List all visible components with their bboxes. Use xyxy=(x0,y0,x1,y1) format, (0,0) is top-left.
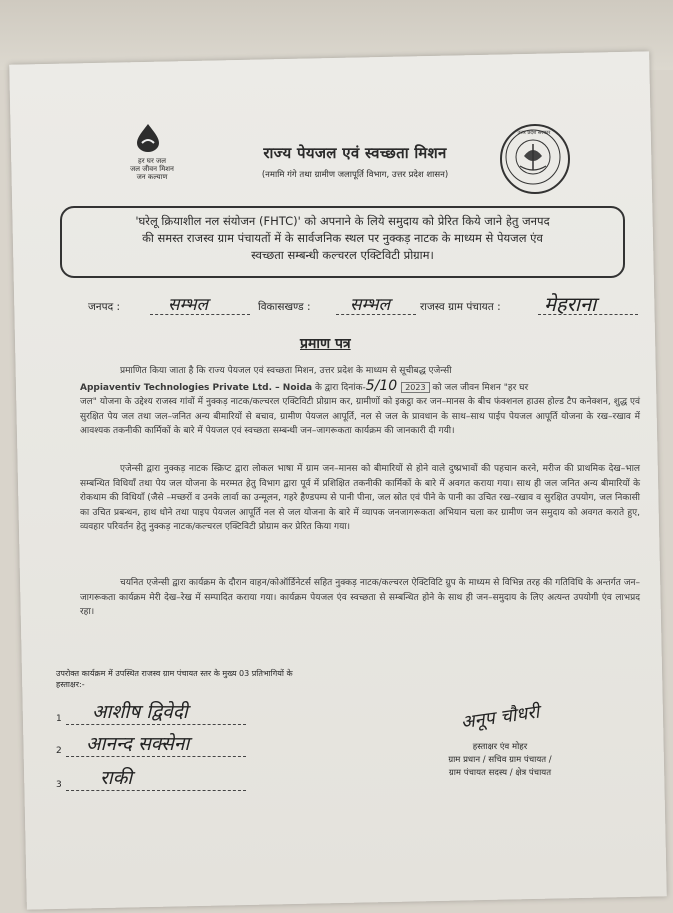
p1-line-2 xyxy=(80,379,640,396)
signature-3: राकी xyxy=(100,767,133,789)
paragraph-2: एजेन्सी द्वारा नुक्कड़ नाटक स्क्रिप्ट द्वारा लोकल भाषा में ग्राम जन–मानस को बीमारियों से होने वाले दुष्प्रभावों की पहचान करने, मरीज की प्राथमिक देख–भाल सम्बन्धित विधियाँ तथा पेय जल योजना के मरम्मत हेतु विभाग द्वारा पूर्व में प्रशिक्षित तकनीकी कार्मिकों के बारे में अवगत कराया गया। साथ ही जल जनित अन्य बीमारियों के रोकथाम की विधियाँ (जैसे –मच्छरों व उनके लार्वा का उन्मूलन, गहरे हैण्डपम्प से पानी पीना, जल स्रोत एवं पीने के पानी का उचित रख–रखाव व सुरक्षित उपयोग, जल निकासी का उचित प्रबन्धन, हाथ धोने तथा पाइप पेयजल आपूर्ति नल से जल योजना के बारे में व्यापक जनजागरूकता अभियान चला कर ग्रामीण जन समुदाय को अवगत कराते हुए, व्यवहार परिवर्तन हेतु नुक्कड़ नाटक/कल्चरल एक्टिविटी प्रोग्राम कर प्रेरित किया गया। xyxy=(80,464,640,532)
banner-line-1: 'घरेलू क्रियाशील नल संयोजन (FHTC)' को अपनाने के लिये समुदाय को प्रेरित किये जाने हेतु जनपद xyxy=(135,214,550,228)
designation-line-2: ग्राम पंचायत सदस्य / क्षेत्र पंचायत xyxy=(448,768,552,778)
janpad-underline xyxy=(150,314,250,315)
p1-rest: जल" योजना के उद्देश्य राजस्व गांवों में नुक्कड़ नाटक/कल्चरल एक्टिविटी प्रोग्राम कर, ग्रामीणों को इकट्ठा कर जन–मानस के बीच फंक्शनल हाउस होल्ड टैप कनेक्शन, शुद्ध एवं सुरक्षित पेय जल तथा जल–जनित अन्य बीमारियों से बचाव, ग्रामीण पेयजल आपूर्ति, नल से जल के प्रावधान के साथ–साथ पाईप पेयजल आपूर्ति योजना के रख–रखाव में आवश्यक तकनीकी कार्मिकों के बारे में पेयजल एवं स्वच्छता सम्बन्धी जन–जागरूकता कार्यक्रम की जानकारी दी गयी। xyxy=(80,397,640,436)
paragraph-1 xyxy=(80,364,640,439)
janpad-value: सम्भल xyxy=(168,295,209,315)
pradhan-signature-block xyxy=(400,701,600,780)
p1-line-1: प्रमाणित किया जाता है कि राज्य पेयजल एवं स्वच्छता मिशन, उत्तर प्रदेश के माध्यम से सूचीबद्ध एजेन्सी xyxy=(120,366,452,376)
document-header xyxy=(220,143,490,180)
logo-text-1: हर घर जल xyxy=(138,157,166,165)
company-name: Appiaventiv Technologies Private Ltd. – Noida xyxy=(80,382,313,393)
certificate-title: प्रमाण पत्र xyxy=(300,336,351,352)
signatures-intro-2: हस्ताक्षर:- xyxy=(56,680,85,689)
signature-2: आनन्द सक्सेना xyxy=(86,733,190,755)
up-government-seal xyxy=(500,124,570,194)
signature-1-line xyxy=(66,724,246,725)
vikas-value: सम्भल xyxy=(350,295,391,315)
janpad-label: जनपद : xyxy=(88,301,121,313)
vikas-underline xyxy=(336,314,416,315)
banner-line-2: की समस्त राजस्व ग्राम पंचायतों में के सार्वजनिक स्थल पर नुक्कड़ नाटक के माध्यम से पेयजल एंव xyxy=(142,231,543,245)
program-date: 5/10 xyxy=(365,377,398,394)
p1-line-2-a: के द्वारा दिनांक- xyxy=(312,382,366,393)
mission-subtitle: (नमामि गंगे तथा ग्रामीण जलापूर्ति विभाग, उत्तर प्रदेश शासन) xyxy=(261,170,449,180)
p1-line-2-b: को जल जीवन मिशन "हर घर xyxy=(429,382,529,393)
signature-1: आशीष द्विवेदी xyxy=(92,701,188,723)
program-banner xyxy=(60,206,625,278)
logo-text-2: जल जीवन मिशन xyxy=(130,165,174,173)
signatures-intro-1: उपरोक्त कार्यक्रम में उपस्थित राजस्व ग्राम पंचायत स्तर के मुख्य 03 प्रतिभागियों के xyxy=(56,669,293,678)
paragraph-3: चयनित एजेन्सी द्वारा कार्यक्रम के दौरान वाहन/कोऑर्डिनेटर्स सहित नुक्कड़ नाटक/कल्चरल ऐक्टिविटि ग्रुप के माध्यम से विभिन्न तरह की गतिविधि के अन्तर्गत जन–जागरूकता कार्यक्रम मेरी देख–रेख में सम्पादित कराया गया। कार्यक्रम पेयजल एंव स्वच्छता से सम्बन्धित होने के साथ ही जन–समुदाय के लिए अत्यन्त उपयोगी एंव लाभप्रद रहा। xyxy=(80,578,640,617)
program-year: 2023 xyxy=(401,382,429,393)
signature-3-number: 3 xyxy=(56,780,62,790)
mission-title: राज्य पेयजल एवं स्वच्छता मिशन xyxy=(263,144,447,162)
sign-and-seal-label: हस्ताक्षर एंव मोहर xyxy=(472,742,528,752)
gram-label: राजस्व ग्राम पंचायत : xyxy=(420,301,501,313)
jal-jeevan-logo xyxy=(115,123,185,193)
gram-underline xyxy=(538,314,638,315)
signature-2-number: 2 xyxy=(56,746,62,756)
designation-line-1: ग्राम प्रधान / सचिव ग्राम पंचायत / xyxy=(448,755,552,765)
seal-text: उत्तर प्रदेश सरकार xyxy=(517,130,551,136)
pradhan-signature: अनूप चौधरी xyxy=(459,701,541,734)
signature-3-line xyxy=(66,790,246,791)
signature-1-number: 1 xyxy=(56,714,62,724)
signature-2-line xyxy=(66,756,246,757)
gram-value: मेहराना xyxy=(544,292,597,316)
logo-text-3: जन कल्याण xyxy=(136,173,168,181)
water-drop-icon xyxy=(135,123,161,153)
vikas-label: विकासखण्ड : xyxy=(258,301,311,313)
banner-line-3: स्वच्छता सम्बन्धी कल्चरल एक्टिविटी प्रोग्राम। xyxy=(251,248,434,262)
